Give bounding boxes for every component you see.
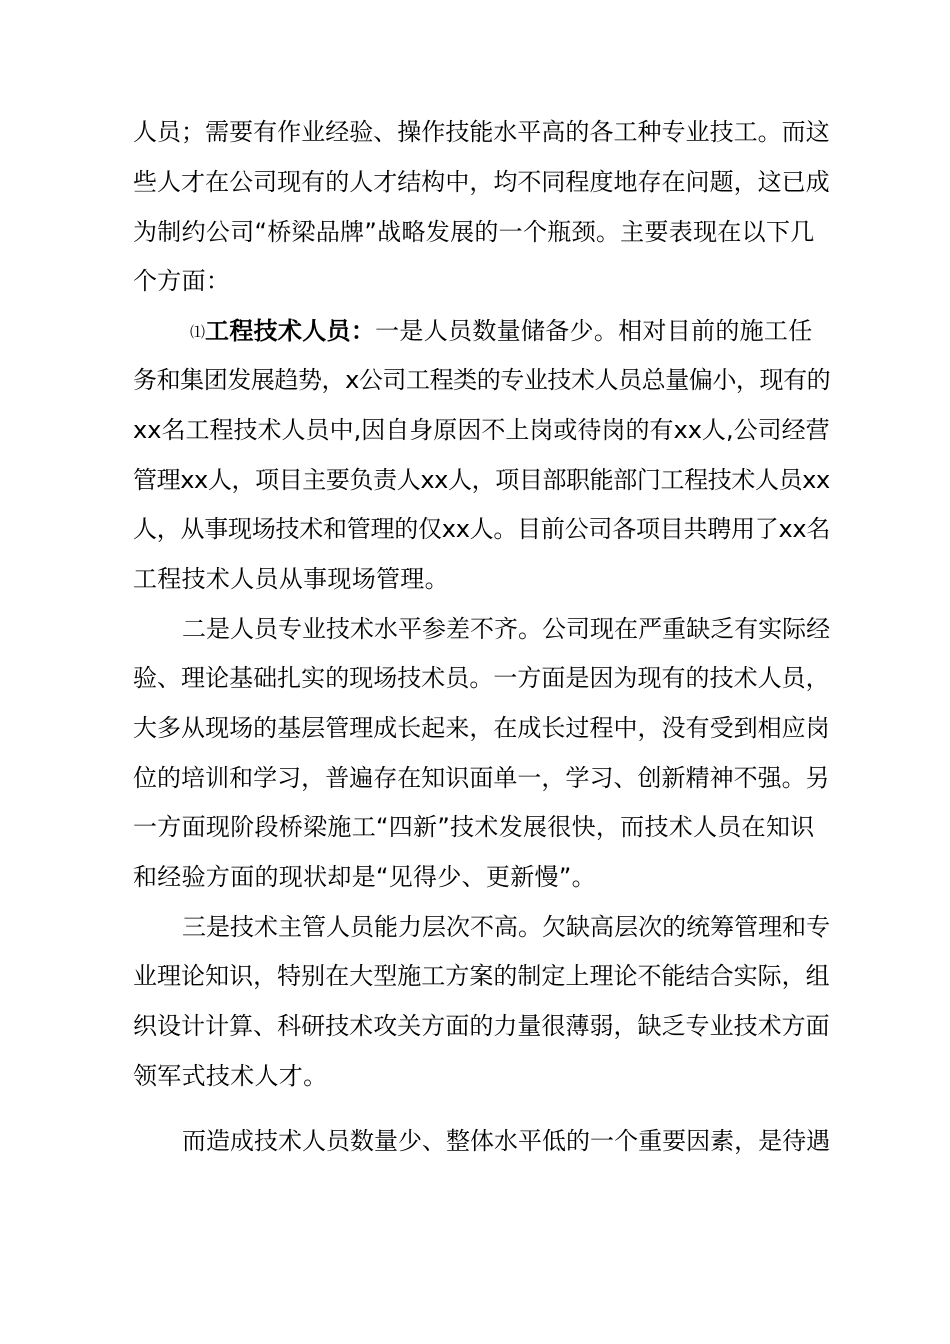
paragraph-line: 人员；需要有作业经验、操作技能水平高的各工种专业技工。而这 (133, 118, 830, 146)
paragraph-line: 领军式技术人才。 (133, 1062, 328, 1090)
item-heading: 工程技术人员： (205, 317, 376, 345)
paragraph-line: 织设计计算、科研技术攻关方面的力量很薄弱，缺乏专业技术方面 (133, 1012, 830, 1040)
paragraph-line: 个方面： (133, 267, 231, 295)
paragraph-line: 位的培训和学习，普遍存在知识面单一，学习、创新精神不强。另 (133, 764, 830, 792)
paragraph-line: 大多从现场的基层管理成长起来，在成长过程中，没有受到相应岗 (133, 714, 830, 742)
paragraph-line: 人，从事现场技术和管理的仅xx人。目前公司各项目共聘用了xx名 (133, 515, 831, 543)
paragraph-line: 务和集团发展趋势，x公司工程类的专业技术人员总量偏小，现有的 (133, 366, 831, 394)
paragraph-line: 验、理论基础扎实的现场技术员。一方面是因为现有的技术人员， (133, 664, 830, 692)
paragraph-line: 一方面现阶段桥梁施工“四新”技术发展很快，而技术人员在知识 (133, 813, 815, 841)
item-first-line-text: 一是人员数量储备少。相对目前的施工任 (375, 317, 813, 345)
paragraph-line: 些人才在公司现有的人才结构中，均不同程度地存在问题，这已成 (133, 168, 830, 196)
item-number: ⑴ (190, 323, 206, 341)
paragraph-line: 管理xx人，项目主要负责人xx人，项目部职能部门工程技术人员xx (133, 466, 830, 494)
list-item-first-line (190, 315, 813, 348)
paragraph-line: 工程技术人员从事现场管理。 (133, 565, 449, 593)
paragraph-line: 为制约公司“桥梁品牌”战略发展的一个瓶颈。主要表现在以下几 (133, 218, 815, 246)
paragraph-line: 三是技术主管人员能力层次不高。欠缺高层次的统筹管理和专 (182, 913, 831, 941)
paragraph-line: 二是人员专业技术水平参差不齐。公司现在严重缺乏有实际经 (182, 615, 831, 643)
paragraph-line: 业理论知识，特别在大型施工方案的制定上理论不能结合实际，组 (133, 962, 830, 990)
paragraph-line: 而造成技术人员数量少、整体水平低的一个重要因素，是待遇 (182, 1127, 831, 1155)
paragraph-line: xx名工程技术人员中,因自身原因不上岗或待岗的有xx人,公司经营 (133, 416, 830, 444)
paragraph-line: 和经验方面的现状却是“见得少、更新慢”。 (133, 863, 596, 891)
